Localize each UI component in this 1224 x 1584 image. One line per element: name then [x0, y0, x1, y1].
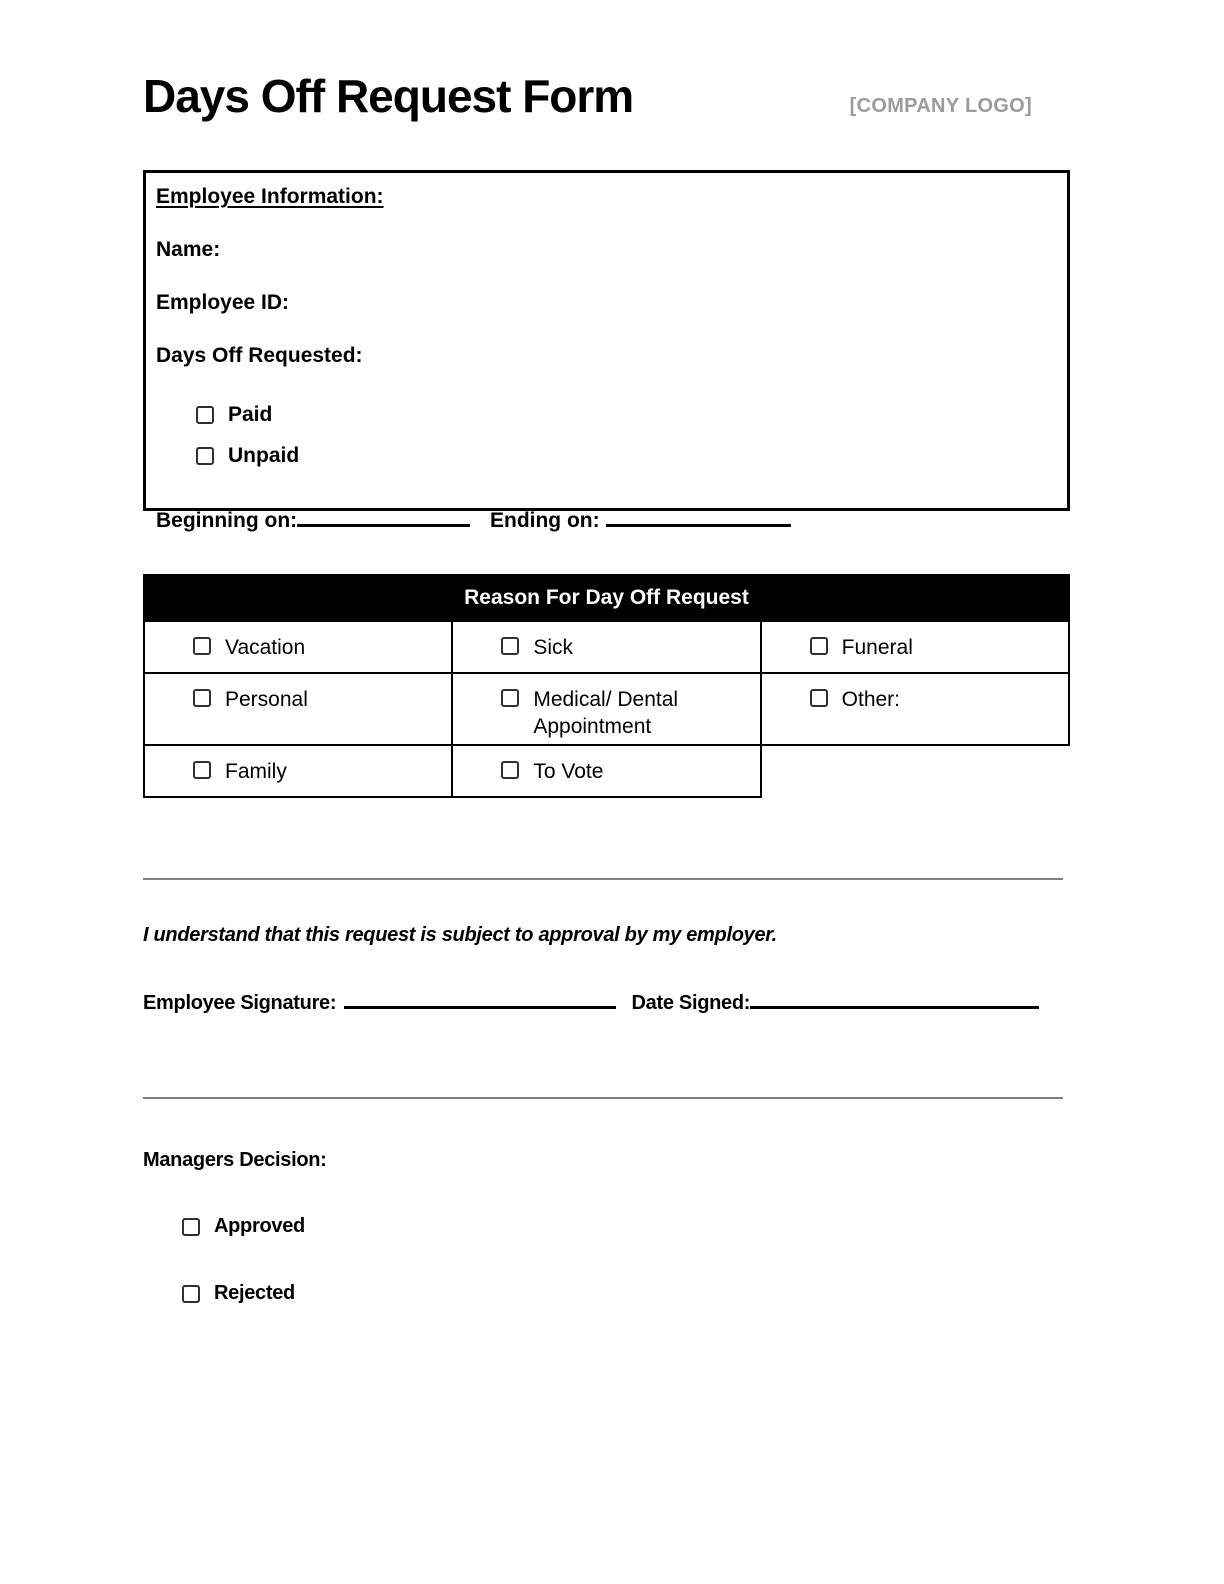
reason-cell-sick[interactable] — [452, 621, 760, 673]
section-divider — [143, 878, 1063, 880]
table-row — [144, 621, 1069, 673]
date-signed-blank — [750, 989, 1039, 1009]
paid-label: Paid — [228, 403, 273, 427]
managers-decision-heading: Managers Decision: — [143, 1149, 327, 1172]
approved-option[interactable] — [182, 1215, 1070, 1238]
reason-table-header: Reason For Day Off Request — [144, 575, 1069, 621]
beginning-on-blank — [297, 507, 470, 527]
other-label: Other: — [841, 688, 901, 712]
vacation-label: Vacation — [225, 636, 306, 660]
rejected-option[interactable] — [182, 1282, 1070, 1305]
other-checkbox[interactable] — [810, 689, 828, 707]
signature-line — [143, 989, 1070, 1015]
reason-cell-other[interactable] — [761, 673, 1069, 745]
unpaid-checkbox[interactable] — [196, 447, 214, 465]
employee-signature-label: Employee Signature: — [143, 992, 337, 1015]
beginning-on-label: Beginning on: — [156, 508, 298, 532]
unpaid-label: Unpaid — [228, 443, 300, 467]
approved-label: Approved — [214, 1215, 305, 1238]
to-vote-checkbox[interactable] — [501, 761, 519, 779]
paid-checkbox[interactable] — [196, 406, 214, 424]
employee-signature-blank — [344, 989, 616, 1009]
to-vote-label: To Vote — [533, 760, 604, 784]
table-row — [144, 673, 1069, 745]
employee-information-heading: Employee Information: — [156, 185, 384, 209]
funeral-label: Funeral — [841, 636, 913, 660]
company-logo-placeholder: [COMPANY LOGO] — [849, 95, 1032, 117]
rejected-checkbox[interactable] — [182, 1285, 200, 1303]
reason-table-header-row — [144, 575, 1069, 621]
sick-checkbox[interactable] — [501, 637, 519, 655]
family-label: Family — [225, 760, 287, 784]
days-off-requested-label: Days Off Requested: — [156, 344, 363, 368]
empty-cell — [761, 745, 1069, 797]
personal-checkbox[interactable] — [193, 689, 211, 707]
unpaid-option[interactable] — [196, 443, 1055, 469]
sick-label: Sick — [533, 636, 574, 660]
medical-dental-label: Medical/ Dental Appointment — [533, 688, 679, 738]
personal-label: Personal — [225, 688, 308, 712]
reason-cell-funeral[interactable] — [761, 621, 1069, 673]
ending-on-blank — [606, 507, 791, 527]
rejected-label: Rejected — [214, 1282, 295, 1305]
employee-id-field-label: Employee ID: — [156, 291, 290, 315]
funeral-checkbox[interactable] — [810, 637, 828, 655]
page-title: Days Off Request Form — [143, 70, 634, 122]
date-signed-label: Date Signed: — [631, 992, 751, 1015]
approved-checkbox[interactable] — [182, 1218, 200, 1236]
vacation-checkbox[interactable] — [193, 637, 211, 655]
paid-option[interactable] — [196, 402, 1055, 428]
reason-cell-vacation[interactable] — [144, 621, 452, 673]
table-row — [144, 745, 1069, 797]
name-field-label: Name: — [156, 238, 221, 262]
reason-cell-to-vote[interactable] — [452, 745, 760, 797]
section-divider — [143, 1097, 1063, 1099]
header — [143, 72, 1070, 120]
reason-cell-personal[interactable] — [144, 673, 452, 745]
reason-cell-medical-dental[interactable] — [452, 673, 760, 745]
acknowledgment-statement: I understand that this request is subject to approval by my employer. — [143, 924, 777, 947]
reason-table — [143, 574, 1070, 798]
ending-on-label: Ending on: — [489, 508, 600, 532]
employee-information-section — [143, 170, 1070, 532]
family-checkbox[interactable] — [193, 761, 211, 779]
date-range-line — [156, 507, 1055, 533]
medical-dental-checkbox[interactable] — [501, 689, 519, 707]
reason-cell-family[interactable] — [144, 745, 452, 797]
